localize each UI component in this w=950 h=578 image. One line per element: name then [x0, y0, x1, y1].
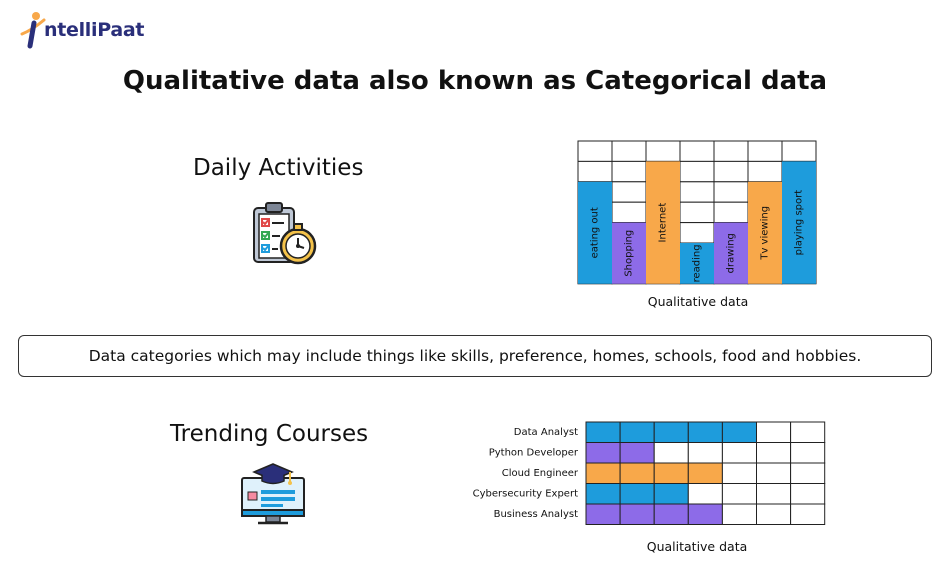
- bar-cell: [722, 422, 756, 443]
- bar-cell: [620, 504, 654, 525]
- category-label: Business Analyst: [493, 508, 578, 520]
- section-heading-daily-activities: Daily Activities: [193, 155, 364, 181]
- grid-cell: [722, 463, 756, 484]
- grid-cell: [722, 504, 756, 525]
- grid-cell: [791, 463, 825, 484]
- grid-cell: [714, 182, 748, 202]
- grid-cell: [722, 443, 756, 464]
- grid-cell: [578, 161, 612, 181]
- grid-cell: [680, 141, 714, 161]
- grid-cell: [612, 182, 646, 202]
- daily-activities-chart: [577, 140, 819, 286]
- grid-cell: [714, 202, 748, 222]
- grid-cell: [791, 422, 825, 443]
- grid-cell: [688, 484, 722, 505]
- bar-cell: [688, 422, 722, 443]
- bar-label: reading: [691, 244, 703, 283]
- grid-cell: [714, 161, 748, 181]
- bar-cell: [586, 484, 620, 505]
- data-categories-callout: Data categories which may include things like skills, preference, homes, schools, food and hobbies.: [18, 335, 932, 377]
- grid-cell: [722, 484, 756, 505]
- grid-cell: [757, 484, 791, 505]
- bar-cell: [586, 422, 620, 443]
- grid-cell: [757, 504, 791, 525]
- grid-cell: [612, 161, 646, 181]
- bar-cell: [620, 463, 654, 484]
- bar-cell: [654, 422, 688, 443]
- grid-cell: [714, 141, 748, 161]
- bar-label: eating out: [589, 207, 601, 259]
- bar-cell: [688, 463, 722, 484]
- grid-cell: [688, 443, 722, 464]
- grid-cell: [757, 463, 791, 484]
- grid-cell: [791, 504, 825, 525]
- page-title: Qualitative data also known as Categorical data: [122, 66, 828, 96]
- category-label: Cybersecurity Expert: [472, 488, 578, 500]
- grid-cell: [654, 443, 688, 464]
- category-label: Python Developer: [488, 447, 578, 459]
- bar-label: drawing: [725, 233, 737, 274]
- bar-cell: [586, 463, 620, 484]
- grid-cell: [680, 223, 714, 243]
- bar-cell: [620, 443, 654, 464]
- clipboard-stopwatch-icon: [250, 200, 320, 268]
- category-label: Cloud Engineer: [501, 467, 578, 479]
- grid-cell: [791, 484, 825, 505]
- logo-text: ntelliPaat: [44, 19, 145, 41]
- grid-cell: [791, 443, 825, 464]
- bar-cell: [654, 463, 688, 484]
- bar-cell: [654, 484, 688, 505]
- grid-cell: [578, 141, 612, 161]
- grid-cell: [612, 202, 646, 222]
- bar-label: playing sport: [793, 189, 805, 256]
- grid-cell: [646, 141, 680, 161]
- grid-cell: [612, 141, 646, 161]
- bar-cell: [586, 504, 620, 525]
- grid-cell: [680, 182, 714, 202]
- intellipaat-logo[interactable]: [18, 10, 144, 50]
- grid-cell: [680, 202, 714, 222]
- grid-cell: [748, 141, 782, 161]
- logo-figure-icon: [18, 10, 46, 50]
- bar-cell: [620, 422, 654, 443]
- grid-cell: [757, 422, 791, 443]
- bar-label: Internet: [657, 202, 669, 243]
- chart-caption-daily: Qualitative data: [647, 294, 749, 309]
- bar-cell: [688, 504, 722, 525]
- grid-cell: [782, 141, 816, 161]
- section-heading-trending-courses: Trending Courses: [170, 421, 369, 447]
- online-course-monitor-icon: [238, 460, 308, 526]
- bar-cell: [654, 504, 688, 525]
- bar-label: Tv viewing: [759, 205, 771, 260]
- chart-caption-courses: Qualitative data: [646, 539, 748, 554]
- grid-cell: [680, 161, 714, 181]
- grid-cell: [757, 443, 791, 464]
- bar-cell: [586, 443, 620, 464]
- trending-courses-chart: [440, 420, 826, 530]
- category-label: Data Analyst: [513, 426, 578, 438]
- bar-label: Shopping: [623, 229, 635, 277]
- grid-cell: [748, 161, 782, 181]
- bar-cell: [620, 484, 654, 505]
